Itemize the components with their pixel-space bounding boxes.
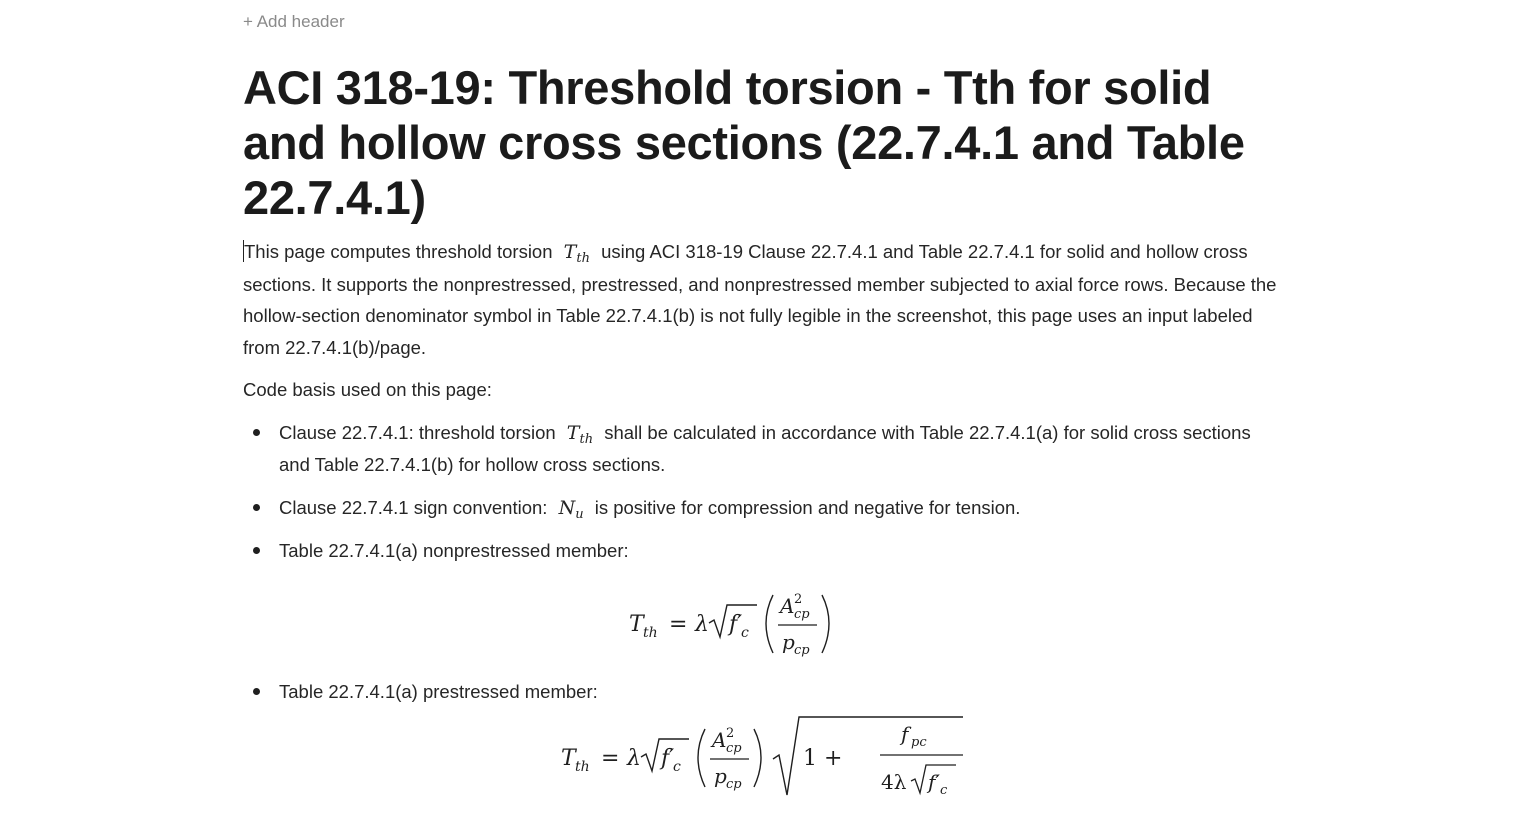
intro-tth-symbol: [558, 241, 596, 266]
symbol-base: N: [558, 496, 576, 519]
add-header-button[interactable]: + Add header: [243, 12, 345, 31]
eq-num-sup: 2: [726, 726, 735, 741]
bullet-icon: [253, 504, 260, 511]
list-item: [243, 417, 1283, 481]
eq-one-plus: 1 +: [803, 746, 843, 771]
bullet-text: shall be calculated in accordance with Table 22.7.4.1(a) for solid cross sections and Table 22.7.4.1(b) for hollow cross sections.: [279, 421, 1251, 475]
intro-symbol-sub: th: [576, 251, 590, 266]
code-basis-label: Code basis used on this page:: [243, 379, 492, 400]
left-paren: [766, 595, 773, 653]
symbol-sub: u: [575, 506, 584, 522]
bullet-text: Table 22.7.4.1(a) prestressed member:: [279, 680, 598, 702]
eq-lhs-sub: th: [643, 624, 658, 641]
left-paren: [698, 729, 705, 787]
symbol-base: T: [566, 421, 580, 444]
eq-lambda: λ: [695, 611, 709, 637]
eq-fpc-sub: pc: [911, 735, 927, 750]
bullet-icon: [253, 429, 260, 436]
eq-den: p: [782, 629, 795, 654]
eq-num-sub: cp: [726, 741, 742, 756]
bullet-text: Table 22.7.4.1(a) nonprestressed member:: [279, 540, 629, 561]
page-content[interactable]: [243, 236, 1283, 816]
eq-equals: =: [601, 746, 620, 771]
equation-prestressed: [279, 713, 1283, 805]
eq-fc: f′: [661, 746, 675, 771]
symbol-sub: th: [579, 431, 594, 447]
eq-fc: f′: [729, 611, 743, 637]
right-paren: [822, 595, 829, 653]
bullet-icon: [253, 547, 260, 554]
eq-inner-fc-sub: c: [940, 783, 948, 798]
equation-nonprestressed-svg: [279, 573, 1279, 665]
equation-nonprestressed: [279, 573, 1283, 665]
intro-text-part1: This page computes threshold torsion: [244, 241, 553, 262]
eq-lhs: T: [629, 611, 644, 637]
right-paren: [754, 729, 761, 787]
list-item: [243, 676, 1283, 806]
intro-paragraph: [243, 236, 1283, 363]
eq-inner-fc: f′: [928, 770, 940, 794]
eq-fc-sub: c: [673, 759, 681, 775]
intro-symbol-base: T: [563, 241, 577, 263]
eq-num-sup: 2: [794, 591, 803, 607]
bullet-icon: [253, 688, 260, 695]
intro-text-part2: using ACI 318-19 Clause 22.7.4.1 and Table 22.7.4.1 for solid and hollow cross sections. It supports the nonprestressed, prestressed, and nonprestressed member subjected to axial force rows. Because the hollow-section denominator symbol in Table 22.7.4.1(b) is not fully legible in the screenshot, this page uses an input labeled from 22.7.4.1(b)/page.: [243, 241, 1277, 358]
eq-lhs-sub: th: [575, 759, 590, 775]
bullet-text: Clause 22.7.4.1: threshold torsion: [279, 421, 556, 443]
eq-four-lambda: 4λ: [881, 770, 907, 794]
tth-symbol: [561, 421, 599, 447]
eq-lambda: λ: [627, 746, 641, 771]
eq-fpc: f: [901, 722, 909, 746]
eq-lhs: T: [561, 746, 576, 771]
bullet-text: Clause 22.7.4.1 sign convention:: [279, 496, 548, 518]
eq-fc-sub: c: [741, 624, 749, 641]
eq-num: A: [712, 728, 727, 752]
eq-den-sub: cp: [794, 642, 810, 658]
equation-prestressed-svg: [279, 713, 1279, 805]
eq-den: p: [714, 764, 727, 788]
eq-num: A: [780, 593, 795, 618]
eq-den-sub: cp: [726, 777, 742, 792]
list-item: [243, 492, 1283, 525]
code-basis-list: [243, 417, 1283, 806]
nu-symbol: [553, 496, 590, 522]
eq-equals: =: [669, 611, 688, 637]
eq-num-sub: cp: [794, 606, 810, 622]
bullet-text: is positive for compression and negative for tension.: [594, 496, 1021, 518]
list-item: [243, 535, 1283, 665]
page-title: ACI 318-19: Threshold torsion - Tth for solid and hollow cross sections (22.7.4.1 and Table 22.7.4.1): [243, 61, 1245, 224]
